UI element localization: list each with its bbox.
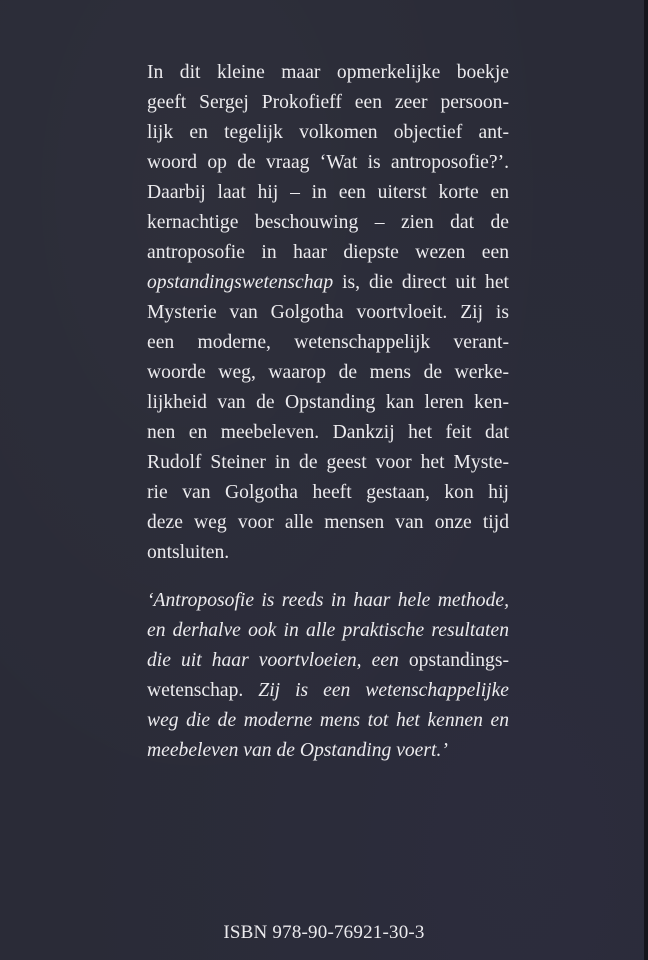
blurb-line: lijk en tegelijk volkomen objectief ant- — [147, 122, 509, 143]
quote-line: die uit haar voortvloeien, een opstandings- — [147, 650, 509, 671]
blurb-line: Mysterie van Golgotha voortvloeit. Zij is — [147, 302, 509, 323]
blurb-line: ontsluiten. — [147, 542, 230, 563]
blurb-line: woord op de vraag ‘Wat is antroposofie?’. — [147, 152, 509, 173]
cover-edge — [644, 0, 648, 960]
quote-line: ‘Antroposofie is reeds in haar hele methode, — [147, 590, 509, 611]
quote-line: en derhalve ook in alle praktische resultaten — [147, 620, 509, 641]
blurb-line: deze weg voor alle mensen van onze tijd — [147, 512, 509, 533]
blurb-line: kernachtige beschouwing – zien dat de — [147, 212, 509, 233]
blurb-line: opstandingswetenschap is, die direct uit het — [147, 272, 509, 293]
italic-term: opstandingswetenschap — [147, 272, 334, 293]
blurb-line: antroposofie in haar diepste wezen een — [147, 242, 509, 263]
isbn-number: ISBN 978-90-76921-30-3 — [223, 922, 425, 943]
upright-term: opstandings- — [408, 650, 509, 671]
blurb-line: In dit kleine maar opmerkelijke boekje — [147, 62, 509, 83]
blurb-paragraph — [147, 58, 509, 568]
quote-line: wetenschap. Zij is een wetenschappelijke — [147, 680, 509, 701]
blurb-line: rie van Golgotha heeft gestaan, kon hij — [147, 482, 509, 503]
quote-line: weg die de moderne mens tot het kennen en — [147, 710, 509, 731]
upright-term: wetenschap. — [147, 680, 244, 701]
blurb-line: geeft Sergej Prokofieff een zeer persoon- — [147, 92, 509, 113]
blurb-line: een moderne, wetenschappelijk verant- — [147, 332, 509, 353]
blurb-line: Daarbij laat hij – in een uiterst korte en — [147, 182, 509, 203]
blurb-line: nen en meebeleven. Dankzij het feit dat — [147, 422, 509, 443]
blurb-line: Rudolf Steiner in de geest voor het Myste- — [147, 452, 509, 473]
blurb-line: woorde weg, waarop de mens de werke- — [147, 362, 509, 383]
blurb-line: lijkheid van de Opstanding kan leren ken- — [147, 392, 509, 413]
quote-line: meebeleven van de Opstanding voert.’ — [147, 740, 448, 761]
quote-block — [147, 586, 509, 766]
